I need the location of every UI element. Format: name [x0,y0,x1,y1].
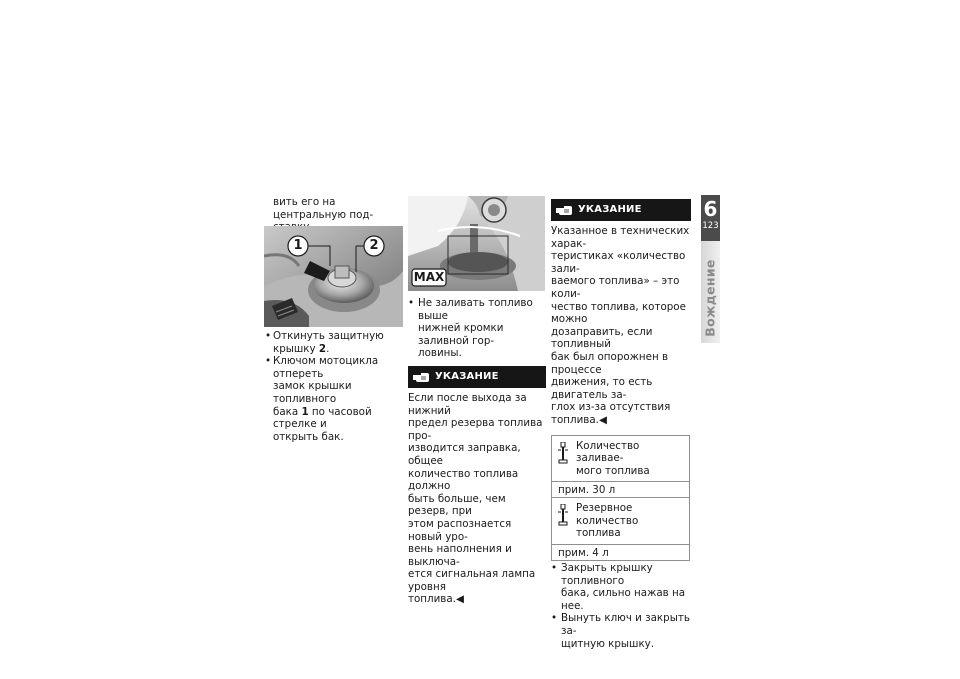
list-item: • Вынуть ключ и закрыть за- щитную крышку. [551,612,691,650]
column-middle [408,297,546,606]
page-number: 123 [702,221,719,231]
fuel-pump-icon [558,442,568,464]
list-item: • Откинуть защитную крышку 2. [265,330,405,355]
spec-value: прим. 4 л [552,544,689,560]
pointing-hand-icon [412,370,430,384]
fuel-pump-icon [558,504,568,526]
max-label: MAX [413,270,445,284]
spec-box-fuel-reserve: Резервное количество топлива прим. 4 л [551,498,690,561]
chapter-title-vertical [701,258,720,338]
pointing-hand-icon [555,203,573,217]
spec-value: прим. 30 л [552,481,689,497]
chapter-tab [701,195,720,241]
intro-line: вить его на центральную под- [273,196,374,221]
callout-2: 2 [369,238,379,253]
column-right [551,199,691,650]
list-item: • Закрыть крышку топливного бака, сильно нажав на нее. [551,562,691,612]
fuel-cap-illustration [264,226,403,327]
spec-box-fuel-capacity: Количество заливае- мого топлива прим. 30 л [551,435,690,499]
callout-1: 1 [293,238,303,253]
note-body: Указанное в технических харак- теристиках «количество зали- ваемого топлива» – это коли- чество топлива, которое можно дозаправить, если топливный бак был опорожнен в процессе движения, то есть двигатель за- глох из-за отсутствия топлива.◀ [551,225,690,426]
chapter-title: Вождение [702,259,718,337]
note-header: УКАЗАНИЕ [551,199,691,221]
note-header: УКАЗАНИЕ [408,366,546,388]
note-body: Если после выхода за нижний предел резерва топлива про- изводится заправка, общее количество топлива должно быть больше, чем резерв, при этом распознается новый уро- вень наполнения и выключа- ется сигнальная лампа уровня топлива.◀ [408,391,543,606]
filler-neck-photo [408,196,545,291]
column-left-steps [265,330,405,443]
fuel-cap-photo [264,226,403,327]
list-item: • Не заливать топливо выше нижней кромки заливной гор- ловины. [408,297,546,360]
chapter-number: 6 [703,197,718,221]
list-item: • Ключом мотоцикла отпереть замок крышки топливного бака 1 по часовой стрелке и открыть бак. [265,355,405,443]
